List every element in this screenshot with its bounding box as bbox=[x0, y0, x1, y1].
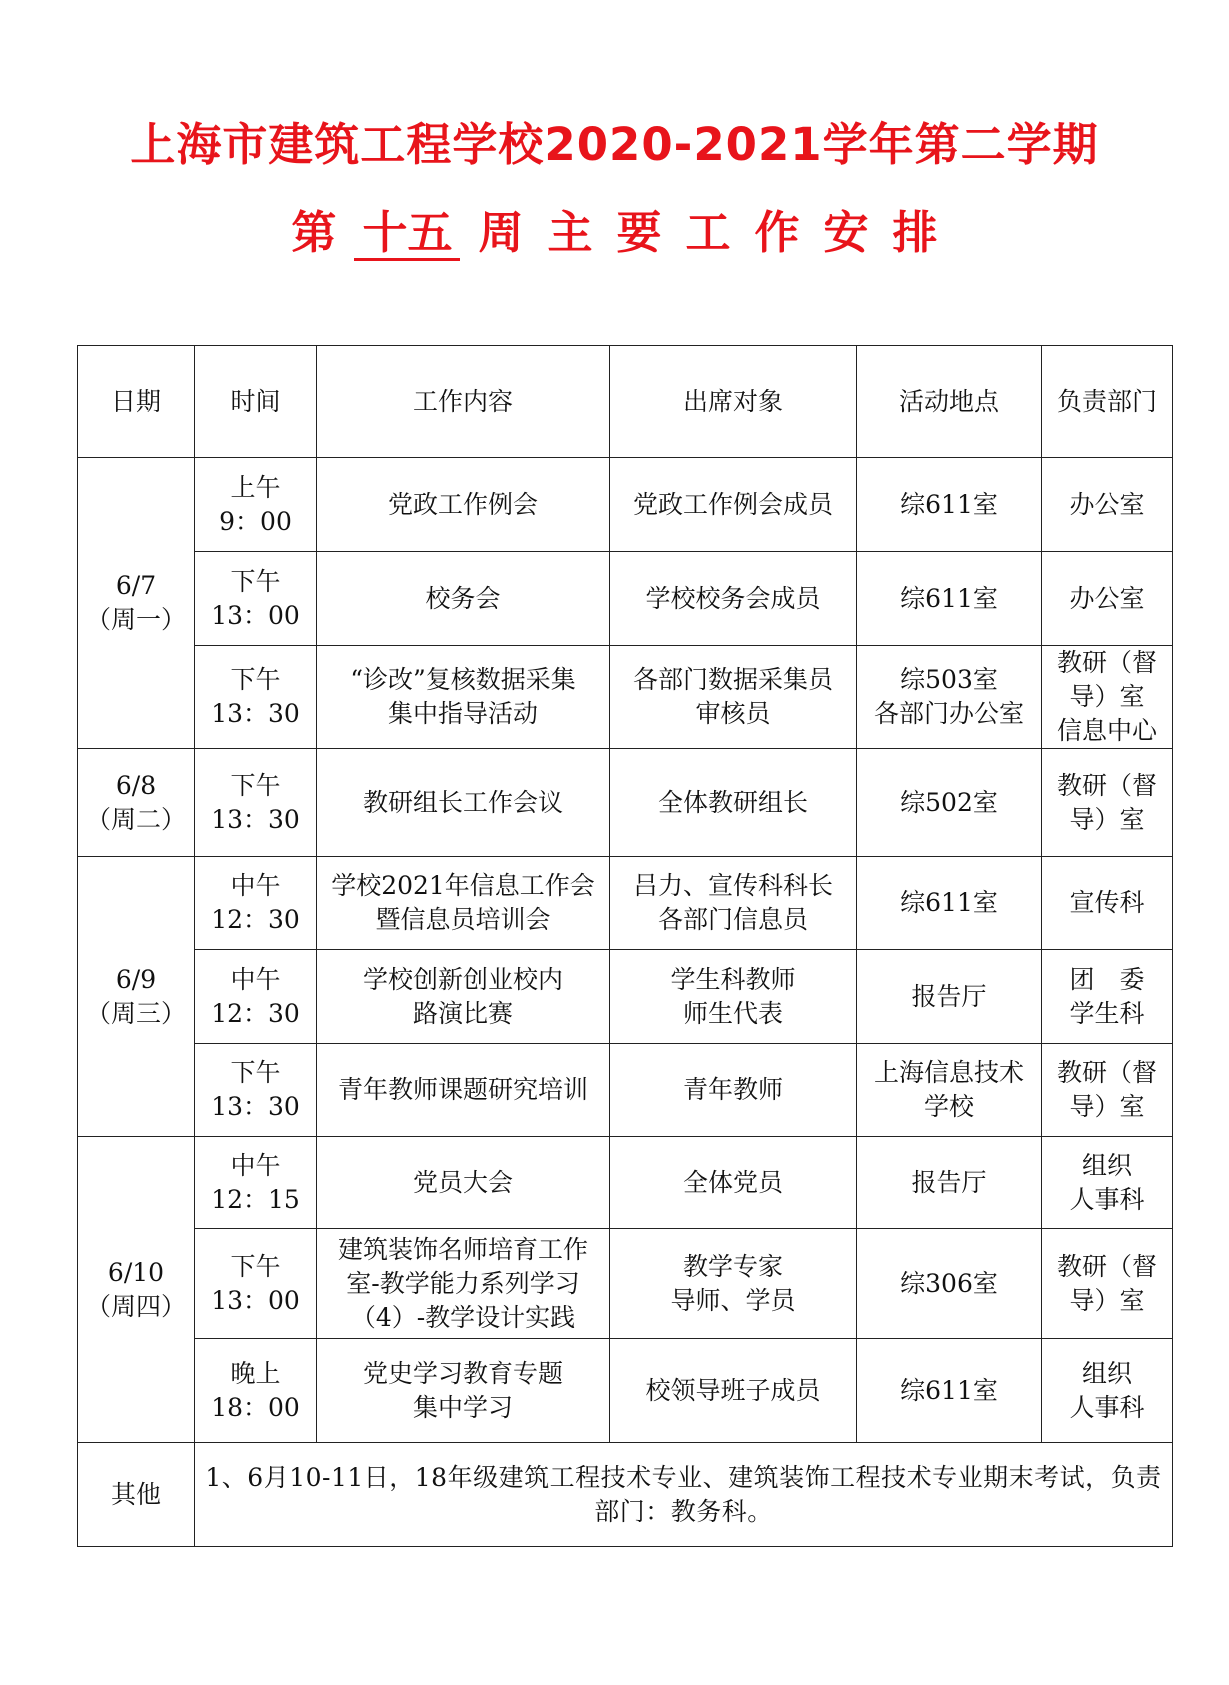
location-cell bbox=[857, 857, 1042, 950]
dept-cell bbox=[1042, 646, 1173, 749]
time-cell-line: 中午 bbox=[230, 1150, 281, 1180]
attendees-cell-line: 校领导班子成员 bbox=[645, 1375, 821, 1405]
location-cell bbox=[857, 552, 1042, 646]
time-cell bbox=[195, 646, 317, 749]
location-cell-line: 上海信息技术 bbox=[873, 1058, 1024, 1087]
content-cell-line: 党员大会 bbox=[412, 1167, 513, 1197]
time-cell bbox=[195, 1137, 317, 1229]
location-cell bbox=[857, 1044, 1042, 1137]
time-cell bbox=[195, 950, 317, 1044]
content-cell-line: 室-教学能力系列学习 bbox=[346, 1268, 580, 1298]
time-cell-line: 下午 bbox=[230, 770, 281, 800]
dept-cell-line: 组织 bbox=[1081, 1358, 1132, 1388]
time-cell bbox=[195, 1339, 317, 1443]
content-cell bbox=[317, 1044, 610, 1137]
content-cell bbox=[317, 950, 610, 1044]
header-date: 日期 bbox=[78, 346, 195, 458]
dept-cell bbox=[1042, 1044, 1173, 1137]
dept-cell bbox=[1042, 552, 1173, 646]
attendees-cell-line: 教学专家 bbox=[682, 1251, 783, 1281]
attendees-cell bbox=[610, 458, 857, 552]
attendees-cell bbox=[610, 1339, 857, 1443]
dept-cell-line: 人事科 bbox=[1069, 1184, 1145, 1214]
dept-cell-line: 办公室 bbox=[1069, 489, 1145, 519]
schedule-body bbox=[78, 346, 1173, 1547]
attendees-cell bbox=[610, 1229, 857, 1339]
dept-cell-line: 教研（督 bbox=[1056, 1251, 1157, 1281]
table-row bbox=[78, 646, 1173, 749]
content-cell-line: 学校创新创业校内 bbox=[362, 964, 563, 994]
content-cell bbox=[317, 646, 610, 749]
time-cell bbox=[195, 1229, 317, 1339]
time-cell-line: 12：30 bbox=[211, 905, 300, 934]
attendees-cell-line: 导师、学员 bbox=[670, 1285, 796, 1315]
subtitle-word: 作 bbox=[754, 206, 800, 259]
time-cell-line: 13：00 bbox=[211, 1285, 300, 1315]
dept-cell-line: 宣传科 bbox=[1069, 888, 1145, 917]
content-cell bbox=[317, 857, 610, 950]
attendees-cell bbox=[610, 646, 857, 749]
header-attendees: 出席对象 bbox=[610, 346, 857, 458]
attendees-cell-line: 各部门数据采集员 bbox=[632, 665, 833, 694]
date-cell-line: （周一） bbox=[85, 605, 186, 634]
attendees-cell-line: 吕力、宣传科科长 bbox=[632, 871, 833, 900]
time-cell-line: 9：00 bbox=[219, 506, 292, 536]
dept-cell bbox=[1042, 749, 1173, 857]
content-cell-line: （4）-教学设计实践 bbox=[350, 1302, 576, 1332]
content-cell-line: 集中指导活动 bbox=[387, 699, 538, 728]
attendees-cell-line: 学校校务会成员 bbox=[645, 583, 821, 613]
table-row bbox=[78, 857, 1173, 950]
date-cell-line: （周二） bbox=[85, 804, 186, 834]
dept-cell bbox=[1042, 1137, 1173, 1229]
location-cell-line: 综503室 bbox=[900, 665, 998, 694]
time-cell-line: 下午 bbox=[230, 1251, 281, 1281]
content-cell bbox=[317, 1339, 610, 1443]
dept-cell-line: 教研（督 bbox=[1056, 1058, 1157, 1087]
time-cell-line: 下午 bbox=[230, 566, 281, 596]
dept-cell-line: 导）室 bbox=[1069, 804, 1145, 834]
attendees-cell bbox=[610, 950, 857, 1044]
dept-cell-line: 教研（督 bbox=[1056, 648, 1157, 677]
content-cell-line: 青年教师课题研究培训 bbox=[337, 1075, 588, 1104]
attendees-cell bbox=[610, 1044, 857, 1137]
attendees-cell bbox=[610, 857, 857, 950]
attendees-cell bbox=[610, 749, 857, 857]
content-cell bbox=[317, 458, 610, 552]
attendees-cell-line: 审核员 bbox=[695, 699, 771, 728]
location-cell-line: 综611室 bbox=[900, 489, 998, 519]
location-cell bbox=[857, 749, 1042, 857]
subtitle-word: 排 bbox=[892, 206, 938, 259]
dept-cell bbox=[1042, 857, 1173, 950]
attendees-cell-line: 全体党员 bbox=[682, 1167, 783, 1197]
attendees-cell-line: 党政工作例会成员 bbox=[632, 489, 833, 519]
date-cell-line: （周三） bbox=[85, 998, 186, 1028]
dept-cell-line: 人事科 bbox=[1069, 1392, 1145, 1422]
time-cell-line: 13：00 bbox=[211, 600, 300, 630]
content-cell-line: 校务会 bbox=[425, 583, 501, 613]
attendees-cell-line: 青年教师 bbox=[682, 1075, 783, 1104]
time-cell bbox=[195, 458, 317, 552]
dept-cell-line: 团 委 bbox=[1069, 964, 1145, 994]
page-title: 上海市建筑工程学校2020-2021学年第二学期 bbox=[130, 118, 1099, 171]
subtitle-word: 工 bbox=[685, 206, 731, 259]
time-cell-line: 13：30 bbox=[211, 699, 300, 728]
time-cell-line: 13：30 bbox=[211, 804, 300, 834]
header-location: 活动地点 bbox=[857, 346, 1042, 458]
location-cell bbox=[857, 646, 1042, 749]
dept-cell-line: 导）室 bbox=[1069, 1285, 1145, 1315]
date-cell-line: 6/8 bbox=[115, 770, 157, 800]
content-cell bbox=[317, 1229, 610, 1339]
other-label: 其他 bbox=[78, 1443, 195, 1547]
date-cell bbox=[78, 749, 195, 857]
dept-cell-line: 导）室 bbox=[1069, 1092, 1145, 1121]
location-cell bbox=[857, 1137, 1042, 1229]
attendees-cell-line: 师生代表 bbox=[682, 998, 783, 1028]
location-cell bbox=[857, 1339, 1042, 1443]
dept-cell-line: 组织 bbox=[1081, 1150, 1132, 1180]
time-cell-line: 上午 bbox=[230, 472, 281, 502]
dept-cell-line: 学生科 bbox=[1069, 998, 1145, 1028]
content-cell-line: 党史学习教育专题 bbox=[362, 1358, 563, 1388]
content-cell-line: 建筑装饰名师培育工作 bbox=[337, 1234, 588, 1264]
content-cell-line: 路演比赛 bbox=[412, 998, 513, 1028]
content-cell-line: 党政工作例会 bbox=[387, 489, 538, 519]
table-row bbox=[78, 950, 1173, 1044]
location-cell bbox=[857, 1229, 1042, 1339]
dept-cell bbox=[1042, 458, 1173, 552]
date-cell-line: （周四） bbox=[85, 1291, 186, 1321]
location-cell-line: 报告厅 bbox=[911, 981, 987, 1011]
subtitle-word: 要 bbox=[616, 206, 662, 259]
header-row bbox=[78, 346, 1173, 458]
content-cell-line: “诊改”复核数据采集 bbox=[350, 665, 576, 694]
table-row bbox=[78, 552, 1173, 646]
location-cell bbox=[857, 458, 1042, 552]
attendees-cell-line: 各部门信息员 bbox=[657, 905, 808, 934]
location-cell-line: 各部门办公室 bbox=[873, 699, 1024, 728]
table-row bbox=[78, 749, 1173, 857]
table-row bbox=[78, 1044, 1173, 1137]
time-cell-line: 13：30 bbox=[211, 1092, 300, 1121]
time-cell-line: 下午 bbox=[230, 665, 281, 694]
content-cell-line: 暨信息员培训会 bbox=[375, 905, 551, 934]
date-cell bbox=[78, 1137, 195, 1443]
time-cell-line: 晚上 bbox=[230, 1358, 281, 1388]
time-cell-line: 18：00 bbox=[211, 1392, 300, 1422]
dept-cell bbox=[1042, 1339, 1173, 1443]
attendees-cell bbox=[610, 552, 857, 646]
week-number: 十五 bbox=[354, 208, 460, 261]
date-cell bbox=[78, 458, 195, 749]
time-cell-line: 中午 bbox=[230, 964, 281, 994]
content-cell bbox=[317, 749, 610, 857]
attendees-cell-line: 学生科教师 bbox=[670, 964, 796, 994]
table-row bbox=[78, 1137, 1173, 1229]
date-cell bbox=[78, 857, 195, 1137]
location-cell bbox=[857, 950, 1042, 1044]
dept-cell-line: 办公室 bbox=[1069, 583, 1145, 613]
other-content: 1、6月10-11日，18年级建筑工程技术专业、建筑装饰工程技术专业期末考试，负责部门：教务科。 bbox=[195, 1443, 1173, 1547]
date-cell-line: 6/7 bbox=[115, 571, 157, 600]
time-cell-line: 下午 bbox=[230, 1058, 281, 1087]
subtitle-word: 周 bbox=[478, 206, 524, 259]
table-row bbox=[78, 1339, 1173, 1443]
location-cell-line: 综306室 bbox=[900, 1268, 998, 1298]
location-cell-line: 学校 bbox=[923, 1092, 974, 1121]
attendees-cell-line: 全体教研组长 bbox=[657, 787, 808, 817]
location-cell-line: 综611室 bbox=[900, 1375, 998, 1405]
time-cell-line: 12：30 bbox=[211, 998, 300, 1028]
other-row bbox=[78, 1443, 1173, 1547]
date-cell-line: 6/10 bbox=[107, 1257, 165, 1287]
time-cell-line: 中午 bbox=[230, 871, 281, 900]
table-row bbox=[78, 458, 1173, 552]
subtitle-word: 主 bbox=[547, 206, 593, 259]
dept-cell bbox=[1042, 950, 1173, 1044]
time-cell bbox=[195, 1044, 317, 1137]
dept-cell-line: 导）室 bbox=[1069, 682, 1145, 711]
header-dept: 负责部门 bbox=[1042, 346, 1173, 458]
content-cell-line: 教研组长工作会议 bbox=[362, 787, 563, 817]
date-cell-line: 6/9 bbox=[115, 964, 157, 994]
subtitle-word: 安 bbox=[823, 206, 869, 259]
location-cell-line: 综502室 bbox=[900, 787, 998, 817]
header-content: 工作内容 bbox=[317, 346, 610, 458]
content-cell-line: 学校2021年信息工作会 bbox=[331, 871, 595, 900]
location-cell-line: 报告厅 bbox=[911, 1167, 987, 1197]
dept-cell-line: 信息中心 bbox=[1056, 716, 1157, 745]
page-subtitle bbox=[0, 196, 1229, 261]
location-cell-line: 综611室 bbox=[900, 888, 998, 917]
attendees-cell bbox=[610, 1137, 857, 1229]
time-cell bbox=[195, 749, 317, 857]
schedule-table bbox=[77, 345, 1173, 1547]
header-time: 时间 bbox=[195, 346, 317, 458]
content-cell-line: 集中学习 bbox=[412, 1392, 513, 1422]
location-cell-line: 综611室 bbox=[900, 583, 998, 613]
subtitle-prefix: 第 bbox=[291, 206, 337, 259]
time-cell bbox=[195, 857, 317, 950]
content-cell bbox=[317, 1137, 610, 1229]
dept-cell-line: 教研（督 bbox=[1056, 770, 1157, 800]
content-cell bbox=[317, 552, 610, 646]
time-cell bbox=[195, 552, 317, 646]
table-row bbox=[78, 1229, 1173, 1339]
time-cell-line: 12：15 bbox=[211, 1184, 300, 1214]
dept-cell bbox=[1042, 1229, 1173, 1339]
